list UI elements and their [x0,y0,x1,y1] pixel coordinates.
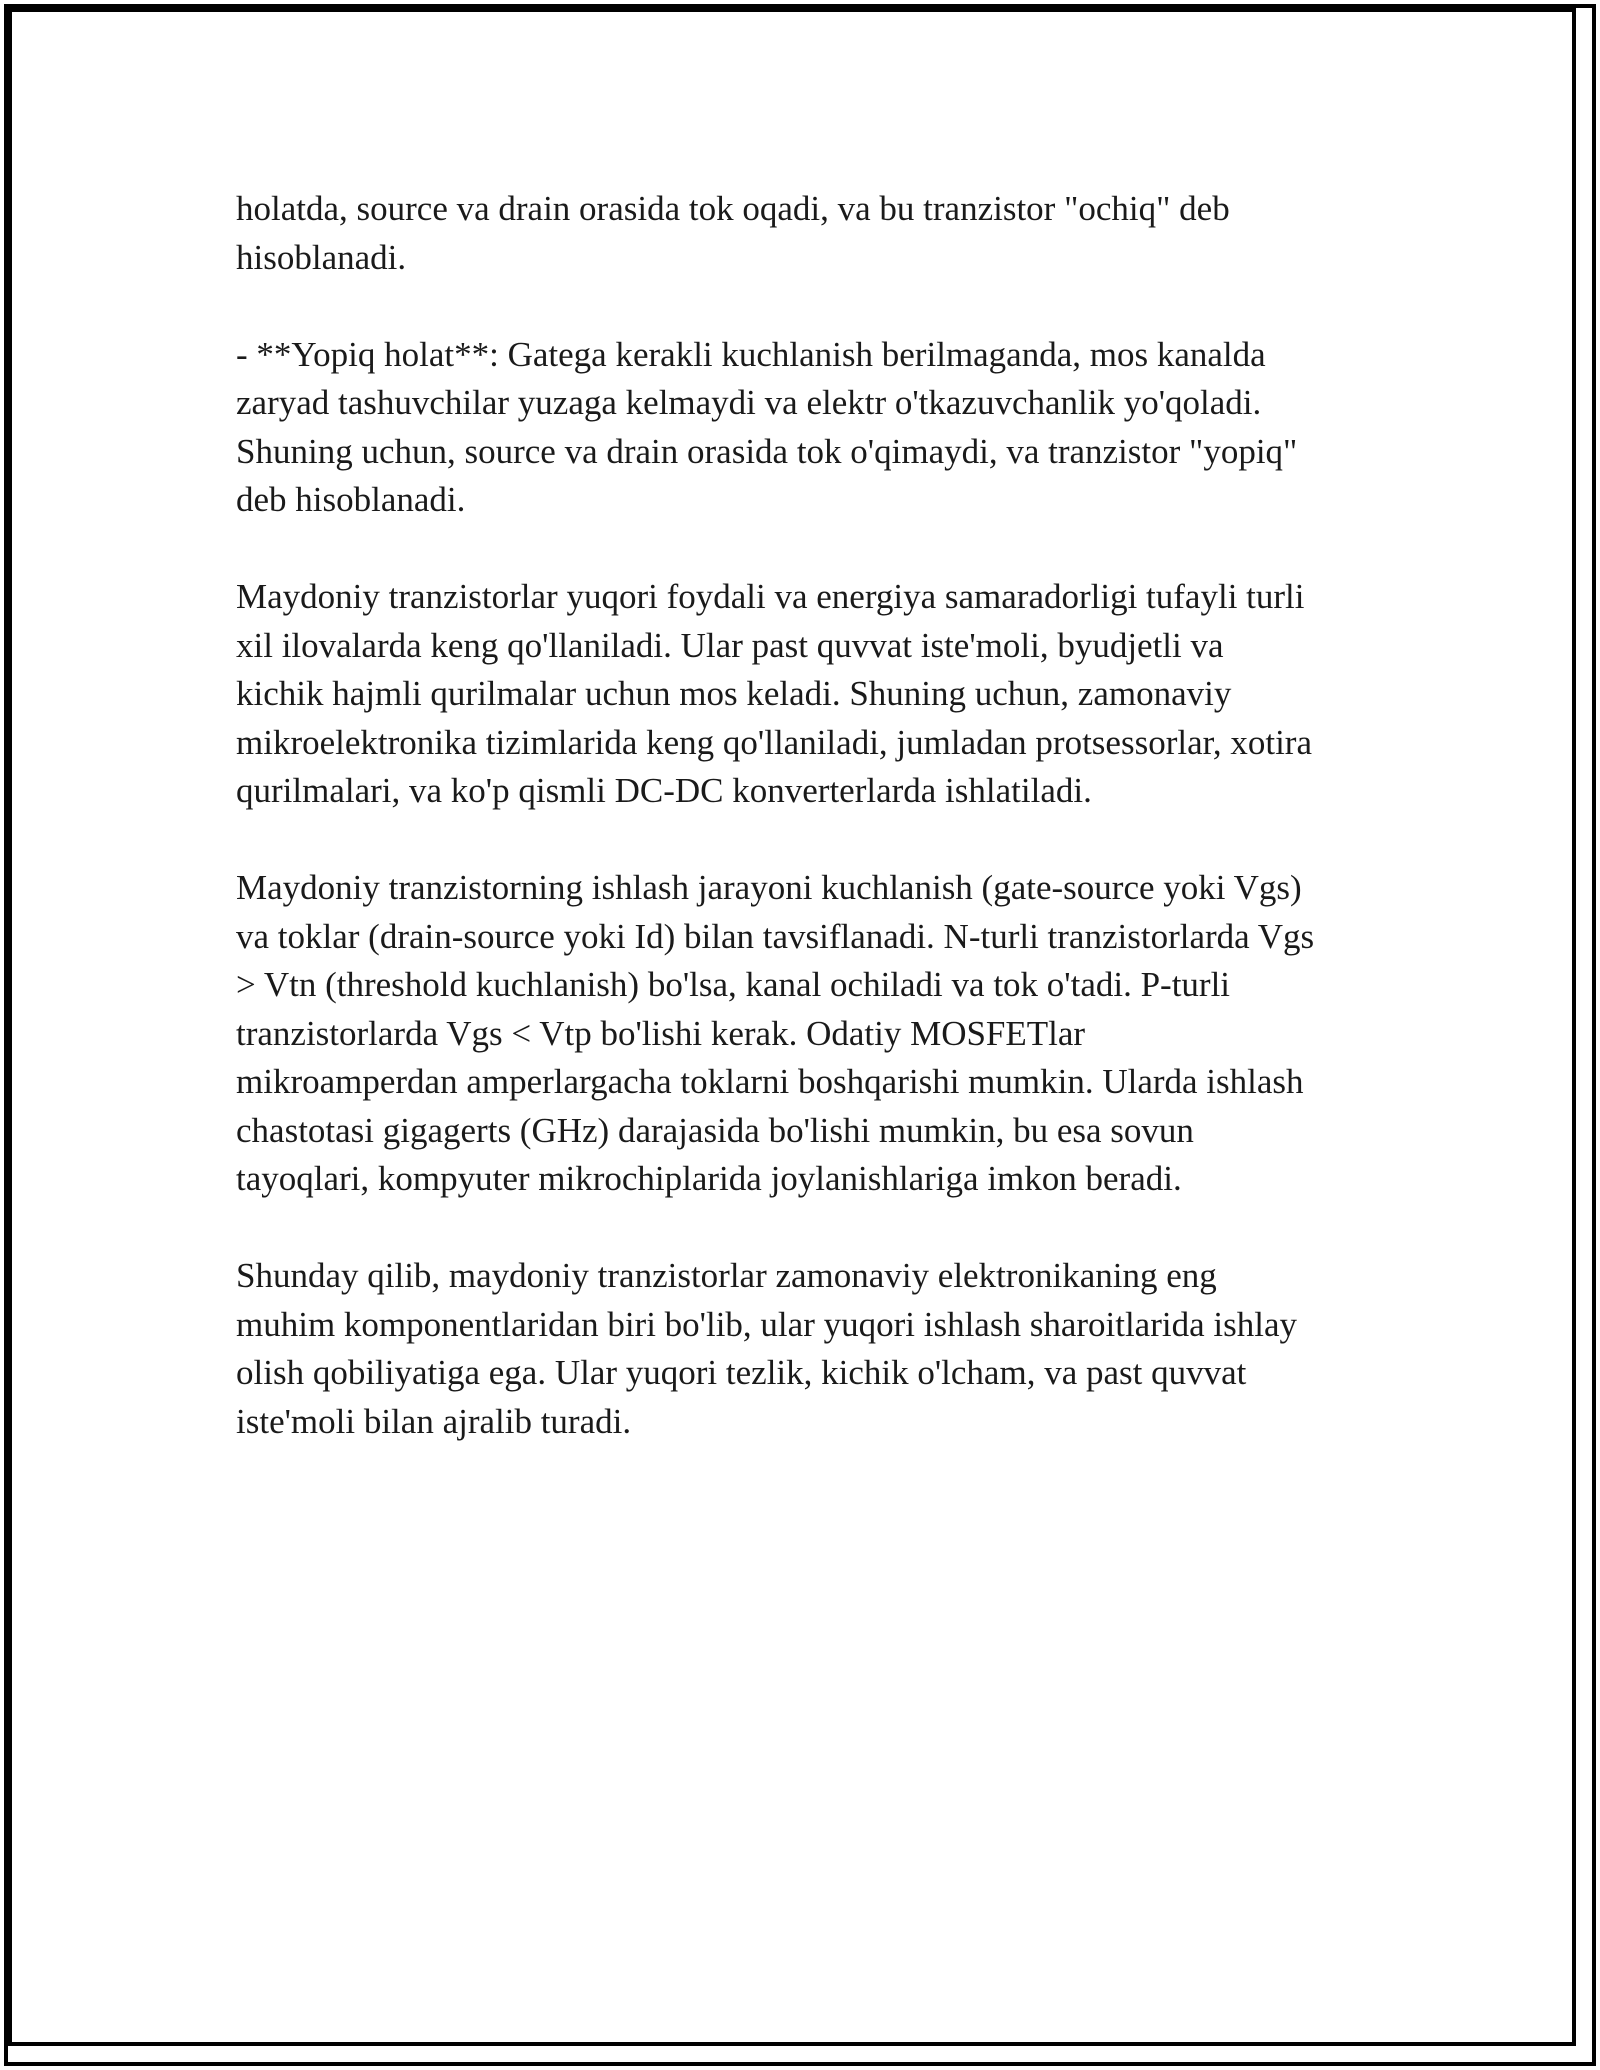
text-line: - **Yopiq holat**: Gatega kerakli kuchlanish berilmaganda, mos kanalda [236,334,1266,374]
paragraph-1 [236,185,1386,282]
text-line: chastotasi gigagerts (GHz) darajasida bo'lishi mumkin, bu esa sovun [236,1110,1194,1150]
text-line: Maydoniy tranzistorning ishlash jarayoni kuchlanish (gate-source yoki Vgs) [236,868,1302,907]
text-line: Shuning uchun, source va drain orasida tok o'qimaydi, va tranzistor "yopiq" [236,431,1298,471]
text-line: Maydoniy tranzistorlar yuqori foydali va energiya samaradorligi tufayli turli [236,577,1305,616]
text-line: tayoqlari, kompyuter mikrochiplarida joylanishlariga imkon beradi. [236,1159,1182,1198]
text-line: muhim komponentlaridan biri bo'lib, ular yuqori ishlash sharoitlarida ishlay [236,1304,1297,1344]
text-line: olish qobiliyatiga ega. Ular yuqori tezlik, kichik o'lcham, va past quvvat [236,1353,1247,1392]
text-line: Shunday qilib, maydoniy tranzistorlar zamonaviy elektronikaning eng [236,1256,1217,1295]
paragraph-5 [236,1252,1386,1446]
paragraph-3 [236,573,1386,816]
text-line: va toklar (drain-source yoki Id) bilan tavsiflanadi. N-turli tranzistorlarda Vgs [236,916,1315,956]
text-line: tranzistorlarda Vgs < Vtp bo'lishi kerak. Odatiy MOSFETlar [236,1013,1086,1053]
text-line: hisoblanadi. [236,237,407,277]
text-line: mikroelektronika tizimlarida keng qo'llaniladi, jumladan protsessorlar, xotira [236,722,1312,762]
text-line: > Vtn (threshold kuchlanish) bo'lsa, kanal ochiladi va tok o'tadi. P-turli [236,965,1231,1004]
paragraph-4 [236,864,1386,1204]
text-line: deb hisoblanadi. [236,480,466,519]
text-line: zaryad tashuvchilar yuzaga kelmaydi va elektr o'tkazuvchanlik yo'qoladi. [236,383,1262,422]
text-line: iste'moli bilan ajralib turadi. [236,1401,632,1441]
paragraph-2 [236,331,1386,525]
text-line: mikroamperdan amperlargacha toklarni boshqarishi mumkin. Ularda ishlash [236,1062,1304,1101]
text-line: holatda, source va drain orasida tok oqadi, va bu tranzistor "ochiq" deb [236,189,1230,228]
text-line: xil ilovalarda keng qo'llaniladi. Ular past quvvat iste'moli, byudjetli va [236,625,1224,665]
text-line: qurilmalari, va ko'p qismli DC-DC konverterlarda ishlatiladi. [236,771,1092,810]
document-body [236,185,1386,1446]
text-line: kichik hajmli qurilmalar uchun mos keladi. Shuning uchun, zamonaviy [236,674,1232,713]
